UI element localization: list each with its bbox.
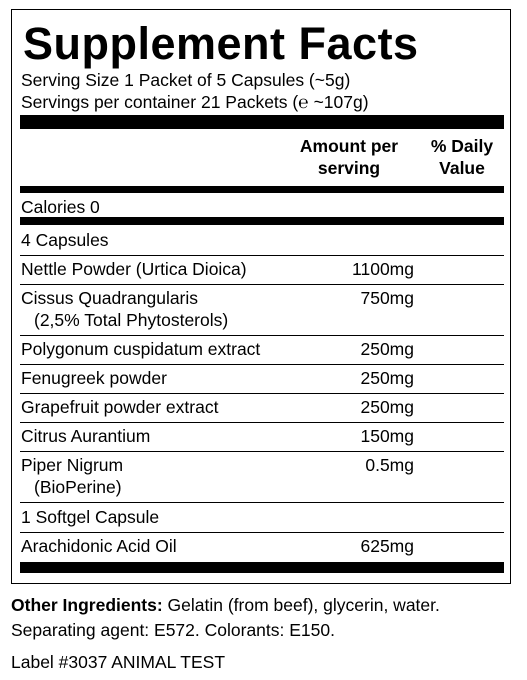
column-header-amount: Amount per serving — [299, 136, 399, 178]
row-divider — [20, 284, 504, 285]
column-header-daily-value: % Daily Value — [430, 136, 494, 178]
servings-per-container: Servings per container 21 Packets (℮ ~107g) — [21, 92, 369, 112]
ingredient-amount: 750mg — [360, 288, 414, 308]
ingredient-name: Citrus Aurantium — [21, 426, 151, 446]
other-ingredients — [11, 594, 440, 616]
row-divider — [20, 255, 504, 256]
ingredient-amount: 250mg — [360, 368, 414, 388]
row-divider — [20, 393, 504, 394]
medium-divider — [20, 186, 504, 193]
section-capsules: 4 Capsules — [21, 230, 109, 250]
ingredient-amount: 0.5mg — [365, 455, 414, 475]
other-ingredients-text: Gelatin (from beef), glycerin, water. — [162, 595, 440, 615]
panel-title: Supplement Facts — [23, 18, 419, 69]
ingredient-subtext: (2,5% Total Phytosterols) — [34, 310, 229, 330]
ingredient-amount: 250mg — [360, 397, 414, 417]
ingredient-name: Nettle Powder (Urtica Dioica) — [21, 259, 247, 279]
row-divider — [20, 451, 504, 452]
row-divider — [20, 335, 504, 336]
other-ingredients-label: Other Ingredients: — [11, 595, 163, 615]
thick-divider-bottom — [20, 562, 504, 573]
serving-size: Serving Size 1 Packet of 5 Capsules (~5g) — [21, 70, 351, 90]
ingredient-name: Grapefruit powder extract — [21, 397, 219, 417]
ingredient-name: Piper Nigrum — [21, 455, 124, 475]
section-softgel: 1 Softgel Capsule — [21, 507, 160, 527]
ingredient-amount: 1100mg — [352, 259, 414, 279]
supplement-facts-panel — [11, 9, 511, 584]
other-ingredients-line2: Separating agent: E572. Colorants: E150. — [11, 620, 335, 640]
ingredient-amount: 625mg — [360, 536, 414, 556]
row-divider — [20, 532, 504, 533]
ingredient-name: Polygonum cuspidatum extract — [21, 339, 261, 359]
ingredient-name: Arachidonic Acid Oil — [21, 536, 177, 556]
ingredient-name: Fenugreek powder — [21, 368, 167, 388]
row-divider — [20, 422, 504, 423]
medium-divider — [20, 217, 504, 225]
row-divider — [20, 364, 504, 365]
label-id: Label #3037 ANIMAL TEST — [11, 652, 226, 672]
ingredient-amount: 150mg — [360, 426, 414, 446]
row-divider — [20, 502, 504, 503]
calories: Calories 0 — [21, 197, 100, 217]
ingredient-subtext: (BioPerine) — [34, 477, 122, 497]
thick-divider — [20, 115, 504, 129]
ingredient-amount: 250mg — [360, 339, 414, 359]
ingredient-name: Cissus Quadrangularis — [21, 288, 199, 308]
